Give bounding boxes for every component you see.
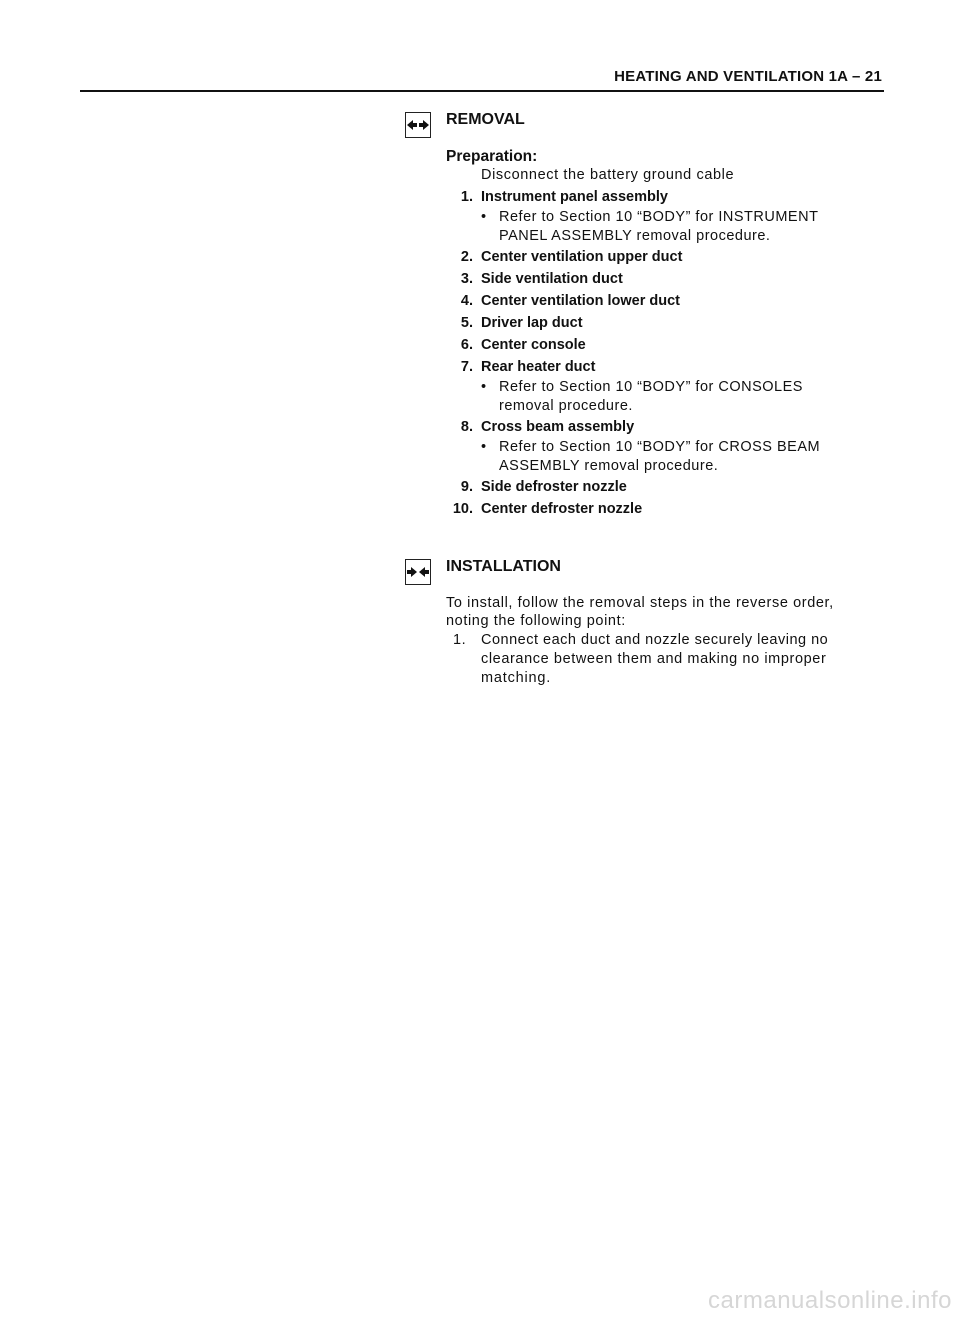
preparation-label: Preparation: [446,148,538,165]
step-label: Center ventilation lower duct [481,293,680,309]
bullet-icon: • [481,379,487,395]
step-label: Side defroster nozzle [481,479,627,495]
step-label: Driver lap duct [481,315,583,331]
inward-arrows-icon [407,566,429,578]
note-line-continued: PANEL ASSEMBLY removal procedure. [499,228,771,244]
removal-heading: REMOVAL [446,111,525,128]
step-number: 4. [460,293,473,309]
installation-point-line: clearance between them and making no improper [481,651,827,667]
step-label: Cross beam assembly [481,419,635,435]
step-label: Center defroster nozzle [481,501,643,517]
step-label: Center console [481,337,586,353]
step-number: 5. [460,315,473,331]
step-number: 1. [460,189,473,205]
step-number: 3. [460,271,473,287]
step-label: Rear heater duct [481,359,596,375]
installation-heading: INSTALLATION [446,558,561,575]
page-header [80,66,884,92]
note-line: Refer to Section 10 “BODY” for INSTRUMENT [499,209,819,225]
note-line-continued: ASSEMBLY removal procedure. [499,458,719,474]
installation-intro: To install, follow the removal steps in the reverse order, [446,595,834,611]
installation-intro-continued: noting the following point: [446,613,626,629]
removal-arrows-icon [405,112,431,138]
installation-arrows-icon [405,559,431,585]
step-number: 7. [460,359,473,375]
bullet-icon: • [481,209,487,225]
installation-point-number: 1. [453,632,467,648]
step-number: 8. [460,419,473,435]
outward-arrows-icon [407,119,429,131]
step-label: Instrument panel assembly [481,189,668,205]
step-label: Side ventilation duct [481,271,623,287]
watermark: carmanualsonline.info [708,1287,952,1314]
preparation-text: Disconnect the battery ground cable [481,167,735,183]
bullet-icon: • [481,439,487,455]
step-number: 10. [452,501,473,517]
step-label: Center ventilation upper duct [481,249,683,265]
installation-point-line: matching. [481,670,552,686]
page-title: HEATING AND VENTILATION 1A – 21 [614,68,882,85]
note-line-continued: removal procedure. [499,398,633,414]
step-number: 6. [460,337,473,353]
note-line: Refer to Section 10 “BODY” for CROSS BEAM [499,439,821,455]
note-line: Refer to Section 10 “BODY” for CONSOLES [499,379,803,395]
installation-point-line: Connect each duct and nozzle securely leaving no [481,632,829,648]
step-number: 9. [460,479,473,495]
step-number: 2. [460,249,473,265]
